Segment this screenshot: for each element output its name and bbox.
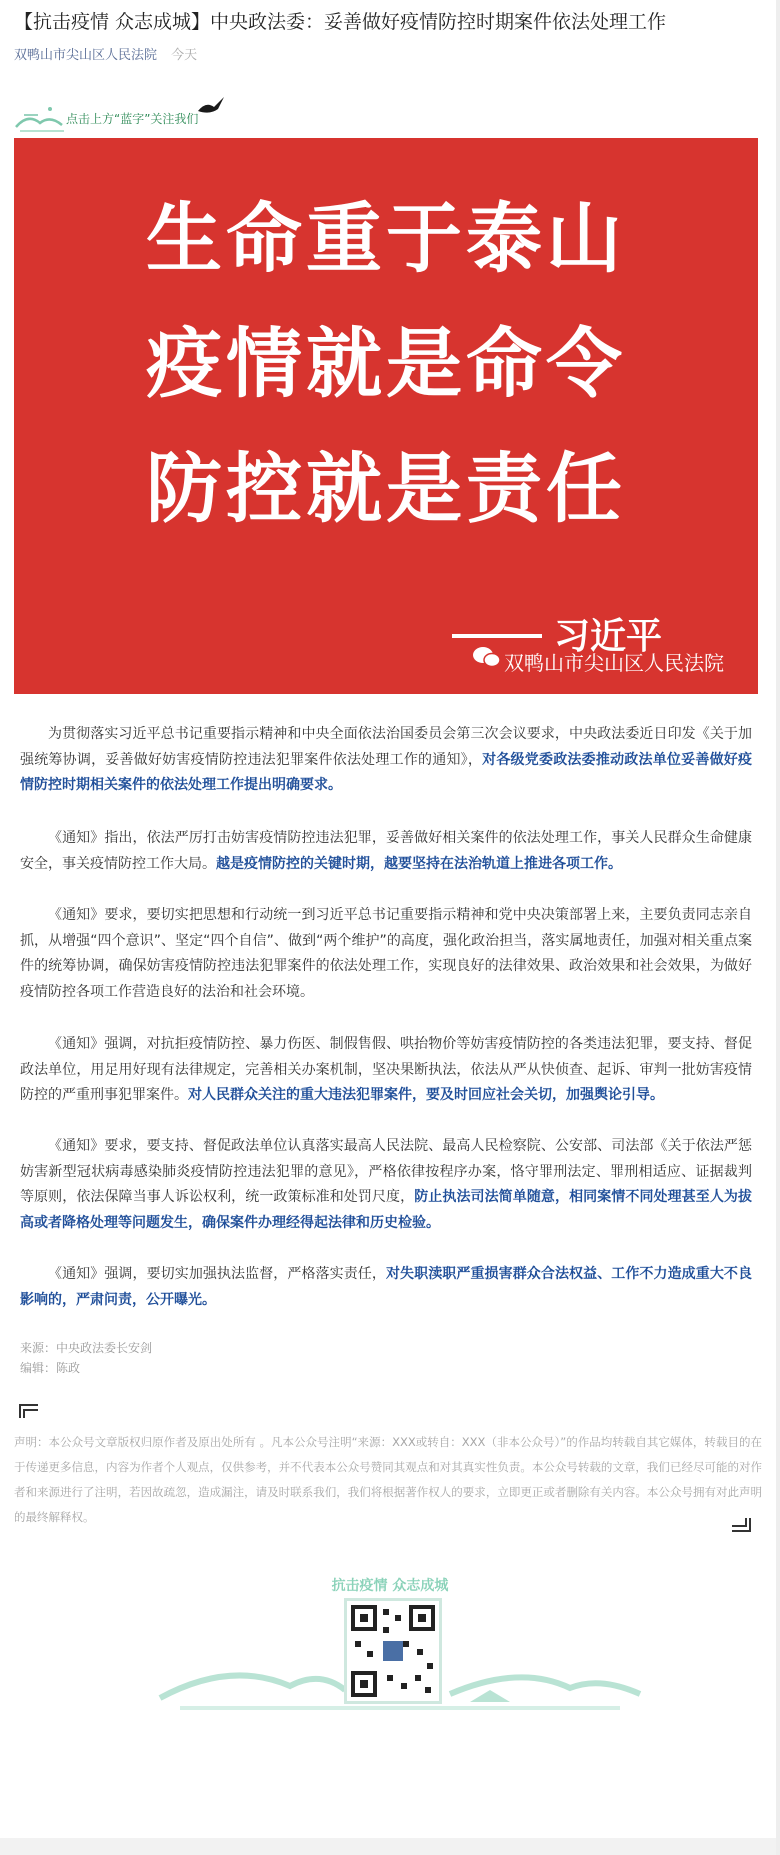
paragraph-4-text: 《通知》强调，对抗拒疫情防控、暴力伤医、制假售假、哄抬物价等妨害疫情防控的各类违法犯罪，要支持、督促政法单位，用足用好现有法律规定，完善相关办案机制，坚决果断执法，依法从严从快侦查、起诉、审判一批妨害疫情防控的严重刑事犯罪案件。 [20, 1036, 752, 1103]
banner-watermark: 双鸭山市尖山区人民法院 [504, 651, 724, 675]
paragraph-1-emphasis: 对各级党委政法委推动政法单位妥善做好疫情防控时期相关案件的依法处理工作提出明确要求。 [20, 751, 753, 793]
qr-code[interactable] [344, 1598, 442, 1704]
banner-signature: 习近平 [554, 616, 663, 657]
banner-line-3: 防控就是责任 [146, 444, 626, 533]
paragraph-6-text: 《通知》强调，要切实加强执法监督，严格落实责任， [48, 1266, 386, 1282]
paragraph-5 [20, 1134, 752, 1236]
follow-us-header[interactable] [14, 95, 254, 135]
paragraph-4-emphasis: 对人民群众关注的重大违法犯罪案件，要及时回应社会关切，加强舆论引导。 [188, 1087, 664, 1103]
paragraph-2-text: 《通知》指出，依法严厉打击妨害疫情防控违法犯罪，妥善做好相关案件的依法处理工作，事关人民群众生命健康安全，事关疫情防控工作大局。 [20, 830, 752, 872]
paragraph-3-text: 《通知》要求，要切实把思想和行动统一到习近平总书记重要指示精神和党中央决策部署上来，主要负责同志亲自抓，从增强“四个意识”、坚定“四个自信”、做到“两个维护”的高度，强化政治担当，落实属地责任，加强对相关重点案件的统筹协调，确保妨害疫情防控违法犯罪案件的依法处理工作，实现良好的法律效果、政治效果和社会效果，为做好疫情防控各项工作营造良好的法治和社会环境。 [20, 907, 752, 1000]
paragraph-6 [20, 1262, 752, 1313]
paragraph-4 [20, 1032, 752, 1109]
article-meta [14, 44, 197, 63]
close-quote-icon [730, 1516, 752, 1534]
page-right-edge [776, 0, 780, 1855]
paragraph-6-emphasis: 对失职渎职严重损害群众合法权益、工作不力造成重大不良影响的，严肃问责，公开曝光。 [20, 1266, 753, 1308]
publish-time: 今天 [171, 48, 198, 63]
open-quote-icon [18, 1402, 40, 1420]
follow-us-text: 点击上方“蓝字”关注我们 [66, 112, 199, 126]
swallow-icon [196, 95, 226, 117]
source-credit: 来源：中央政法委长安剑 [20, 1341, 153, 1355]
paragraph-2 [20, 826, 752, 877]
qr-code-pattern [347, 1601, 439, 1701]
copyright-disclaimer: 声明：本公众号文章版权归原作者及原出处所有 。凡本公众号注明“来源：XXX或转自：XXX（非本公众号）”的作品均转载自其它媒体，转载目的在于传递更多信息，内容为作者个人观点，仅供参考，并不代表本公众号赞同其观点和对其真实性负责。本公众号转载的文章，我们已经尽可能的对作者和来源进行了注明，若因故疏忽，造成漏注，请及时联系我们，我们将根据著作权人的要求，立即更正或者删除有关内容。本公众号拥有对此声明的最终解释权。 [14, 1435, 762, 1524]
account-name-link[interactable]: 双鸭山市尖山区人民法院 [14, 48, 158, 63]
paragraph-5-text: 《通知》要求，要支持、督促政法单位认真落实最高人民法院、最高人民检察院、公安部、司法部《关于依法严惩妨害新型冠状病毒感染肺炎疫情防控违法犯罪的意见》，严格依律按程序办案，恪守罪刑法定、罪刑相适应、证据裁判等原则，依法保障当事人诉讼权利，统一政策标准和处罚尺度， [20, 1138, 752, 1205]
footer-caption: 抗击疫情 众志成城 [331, 1578, 449, 1594]
signature-dash [452, 634, 542, 638]
wechat-icon [472, 644, 502, 670]
landscape-icon [14, 95, 74, 135]
editor-credit: 编辑：陈政 [20, 1361, 81, 1375]
paragraph-1 [20, 722, 752, 799]
page-bottom-band [0, 1838, 780, 1855]
paragraph-2-emphasis: 越是疫情防控的关键时期，越要坚持在法治轨道上推进各项工作。 [216, 855, 622, 872]
paragraph-3 [20, 903, 752, 1005]
article-title: 【抗击疫情 众志成城】中央政法委：妥善做好疫情防控时期案件依法处理工作 [14, 11, 667, 33]
paragraph-1-text: 为贯彻落实习近平总书记重要指示精神和中央全面依法治国委员会第三次会议要求，中央政法委近日印发《关于加强统筹协调，妥善做好妨害疫情防控违法犯罪案件依法处理工作的通知》， [20, 726, 752, 768]
paragraph-5-emphasis: 防止执法司法简单随意，相同案情不同处理甚至人为拔高或者降格处理等问题发生，确保案件办理经得起法律和历史检验。 [20, 1189, 753, 1231]
banner-line-2: 疫情就是命令 [146, 319, 626, 408]
banner-line-1: 生命重于泰山 [146, 194, 626, 283]
slogan-banner-image [14, 138, 758, 694]
